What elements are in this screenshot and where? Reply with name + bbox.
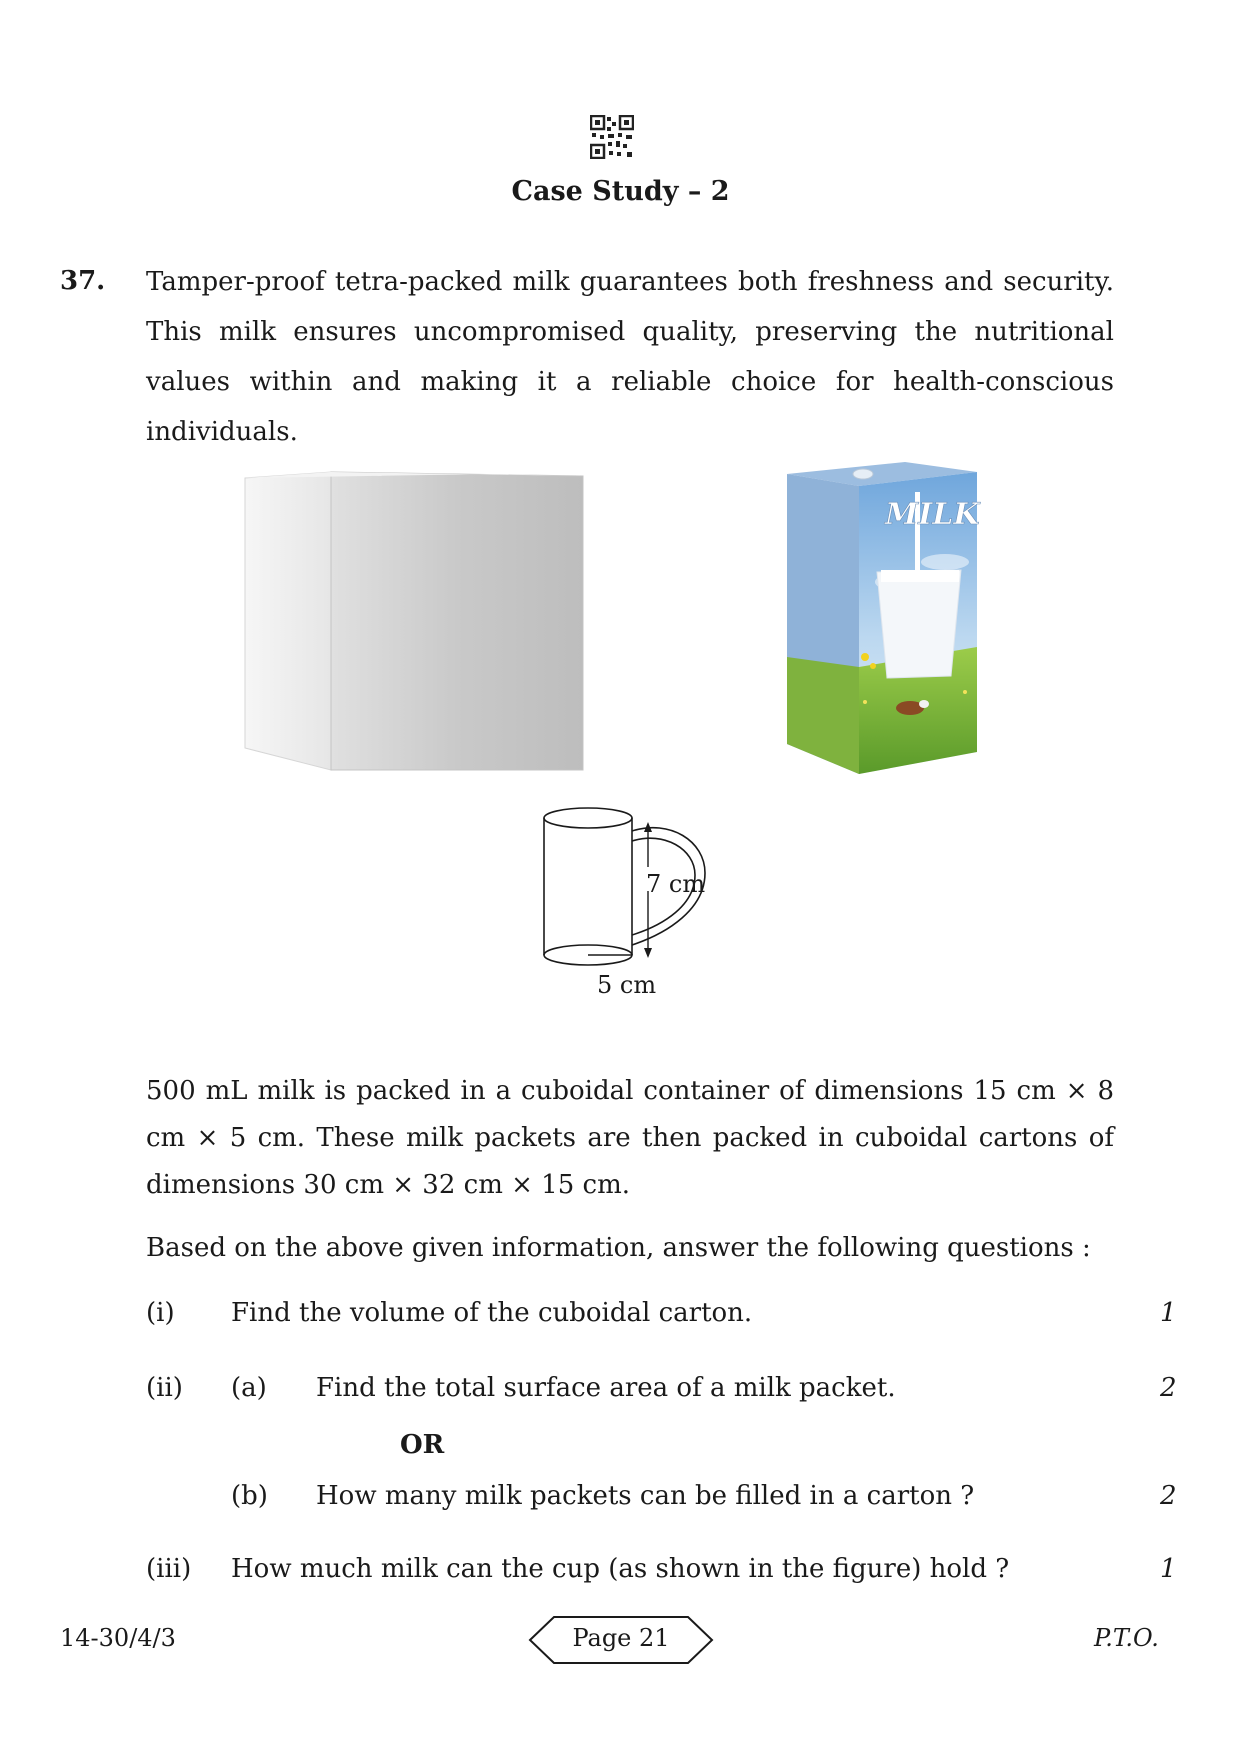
part-i-label: (i) xyxy=(146,1298,175,1328)
part-i-marks: 1 xyxy=(1160,1298,1177,1328)
cup-height-label: 7 cm xyxy=(646,870,706,898)
cup-diameter-label: 5 cm xyxy=(597,971,657,999)
cuboid-box-image xyxy=(243,470,588,775)
part-i-text: Find the volume of the cuboidal carton. xyxy=(231,1298,753,1328)
qr-code-icon xyxy=(590,115,634,159)
pto-label: P.T.O. xyxy=(1094,1624,1159,1652)
part-ii-b-marks: 2 xyxy=(1160,1481,1177,1511)
question-details: 500 mL milk is packed in a cuboidal container of dimensions 15 cm × 8 cm × 5 cm. These milk packets are then packed in cuboidal cartons of dimensions 30 cm × 32 cm × 15 cm. xyxy=(146,1076,1114,1200)
part-iii-marks: 1 xyxy=(1160,1554,1177,1584)
part-ii-b-label: (b) xyxy=(231,1481,268,1511)
case-study-title: Case Study – 2 xyxy=(511,176,730,207)
page-number: Page 21 xyxy=(572,1624,670,1652)
part-ii-a-marks: 2 xyxy=(1160,1373,1177,1403)
question-number: 37. xyxy=(60,266,106,296)
question-instruction: Based on the above given information, answer the following questions : xyxy=(146,1233,1091,1263)
part-ii-label: (ii) xyxy=(146,1373,183,1403)
part-iii-text: How much milk can the cup (as shown in the figure) hold ? xyxy=(231,1554,1010,1584)
milk-pack-text: MILK xyxy=(885,497,980,532)
part-ii-a-text: Find the total surface area of a milk packet. xyxy=(316,1373,896,1403)
question-intro: Tamper-proof tetra-packed milk guarantees both freshness and security. This milk ensures uncompromised quality, preserving the nutritional values within and making it a reliable choice for health-conscious individuals. xyxy=(146,267,1114,447)
part-ii-a-label: (a) xyxy=(231,1373,267,1403)
part-ii-b-text: How many milk packets can be filled in a carton ? xyxy=(316,1481,975,1511)
or-separator: OR xyxy=(400,1430,445,1460)
milk-tetra-pack-image xyxy=(785,452,995,777)
paper-code: 14-30/4/3 xyxy=(60,1624,176,1652)
part-iii-label: (iii) xyxy=(146,1554,192,1584)
